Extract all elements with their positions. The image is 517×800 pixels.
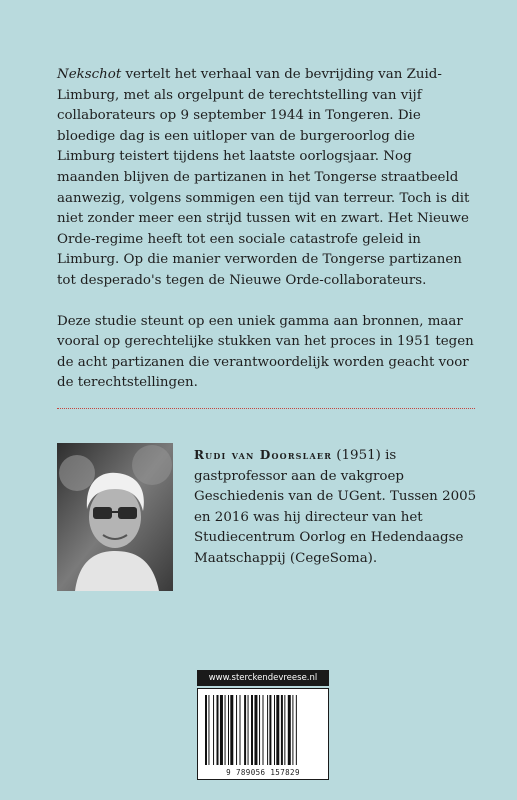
back-cover-blurb [57, 65, 477, 394]
barcode-block [197, 670, 329, 780]
publisher-url: www.sterckendevreese.nl [197, 670, 329, 686]
blurb-paragraph-2: Deze studie steunt op een uniek gamma aan bronnen, maar vooral op gerechtelijke stukken van het proces in 1951 tegen de acht partizanen die verantwoordelijk worden geacht voor de terechtstellingen. [57, 313, 474, 391]
author-bio-text: (1951) is gastprofessor aan de vakgroep Geschiedenis van de UGent. Tussen 2005 en 2016 was hij directeur van het Studiecentrum Oorlog en Hedendaagse Maatschappij (CegeSoma). [194, 448, 477, 566]
author-portrait-photo [57, 443, 173, 591]
dotted-divider [57, 408, 475, 409]
author-name: Rudi van Doorslaer [194, 448, 333, 462]
author-bio [194, 445, 479, 570]
isbn-barcode [197, 688, 329, 780]
book-title: Nekschot [57, 67, 122, 82]
isbn-digits: 9 789056 157829 [226, 768, 300, 777]
blurb-paragraph-1: Nekschot vertelt het verhaal van de bevrijding van Zuid-Limburg, met als orgelpunt de terechtstelling van vijf collaborateurs op 9 september 1944 in Tongeren. Die bloedige dag is een uitloper van de burgeroorlog die Limburg teistert tijdens het laatste oorlogsjaar. Nog maanden blijven de partizanen in het Tongerse straatbeeld aanwezig, volgens sommigen een tijd van terreur. Toch is dit niet zonder meer een strijd tussen wit en zwart. Het Nieuwe Orde-regime heeft tot een sociale catastrofe geleid in Limburg. Op die manier verworden de Tongerse partizanen tot desperado's tegen de Nieuwe Orde-collaborateurs. [57, 67, 470, 288]
barcode-bars [205, 695, 323, 765]
